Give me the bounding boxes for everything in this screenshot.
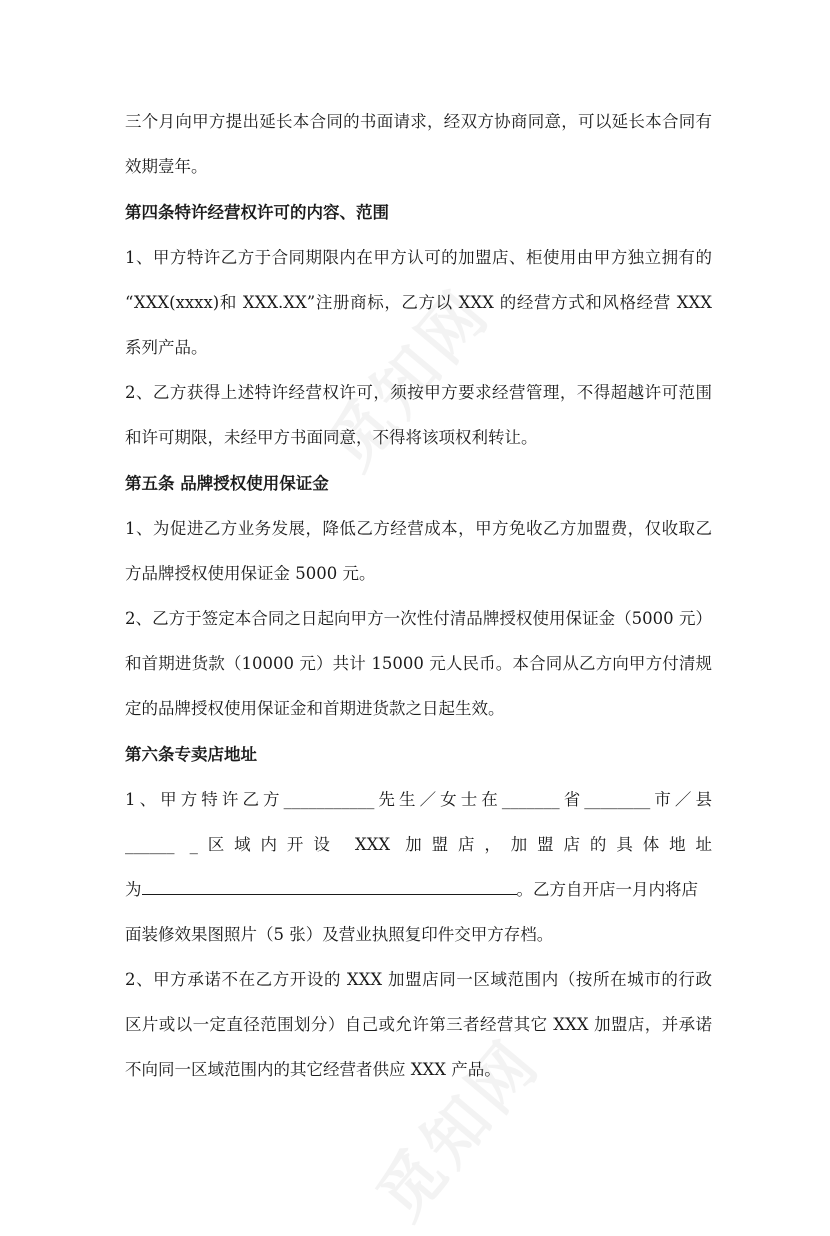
section-heading-4: 第四条特许经营权许可的内容、范围 <box>125 203 389 222</box>
paragraph-line: 不向同一区域范围内的其它经营者供应 XXX 产品。 <box>125 1060 501 1079</box>
paragraph-line: ______ _区域内开设 XXX 加盟店，加盟店的具体地址 <box>125 835 712 854</box>
paragraph-line: 定的品牌授权使用保证金和首期进货款之日起生效。 <box>125 699 505 718</box>
paragraph-line: 区片或以一定直径范围划分）自己或允许第三者经营其它 XXX 加盟店，并承诺 <box>125 1015 712 1034</box>
address-blank <box>142 878 517 895</box>
section-heading-5: 第五条 品牌授权使用保证金 <box>125 474 329 493</box>
paragraph-line: 1、甲方特许乙方于合同期限内在甲方认可的加盟店、柜使用由甲方独立拥有的 <box>125 248 712 267</box>
paragraph-line: 方品牌授权使用保证金 5000 元。 <box>125 564 376 583</box>
paragraph-line: 和首期进货款（10000 元）共计 15000 元人民币。本合同从乙方向甲方付清规 <box>125 654 712 673</box>
paragraph-line: 2、乙方获得上述特许经营权许可，须按甲方要求经营管理，不得超越许可范围 <box>125 383 712 402</box>
paragraph-line: “XXX(xxxx)和 XXX.XX”注册商标，乙方以 XXX 的经营方式和风格经营 XXX <box>125 293 712 312</box>
paragraph-line: 面装修效果图照片（5 张）及营业执照复印件交甲方存档。 <box>125 925 554 944</box>
paragraph-line: 2、乙方于签定本合同之日起向甲方一次性付清品牌授权使用保证金（5000 元） <box>125 609 712 628</box>
paragraph-line: 效期壹年。 <box>125 157 208 176</box>
section-heading-6: 第六条专卖店地址 <box>125 745 257 764</box>
watermark <box>352 1016 557 1236</box>
paragraph-line: 和许可期限，未经甲方书面同意，不得将该项权利转让。 <box>125 428 538 447</box>
address-suffix: 。乙方自开店一月内将店 <box>516 880 698 899</box>
paragraph-line: 1、甲方特许乙方___________先生／女士在_______省________市／县 <box>125 790 712 809</box>
paragraph-line: 2、甲方承诺不在乙方开设的 XXX 加盟店同一区域范围内（按所在城市的行政 <box>125 970 712 989</box>
address-prefix: 为 <box>125 880 142 899</box>
paragraph-line: 1、为促进乙方业务发展，降低乙方经营成本，甲方免收乙方加盟费，仅收取乙 <box>125 519 712 538</box>
address-line <box>125 878 712 902</box>
paragraph-line: 三个月向甲方提出延长本合同的书面请求，经双方协商同意，可以延长本合同有 <box>125 112 712 131</box>
paragraph-line: 系列产品。 <box>125 338 208 357</box>
